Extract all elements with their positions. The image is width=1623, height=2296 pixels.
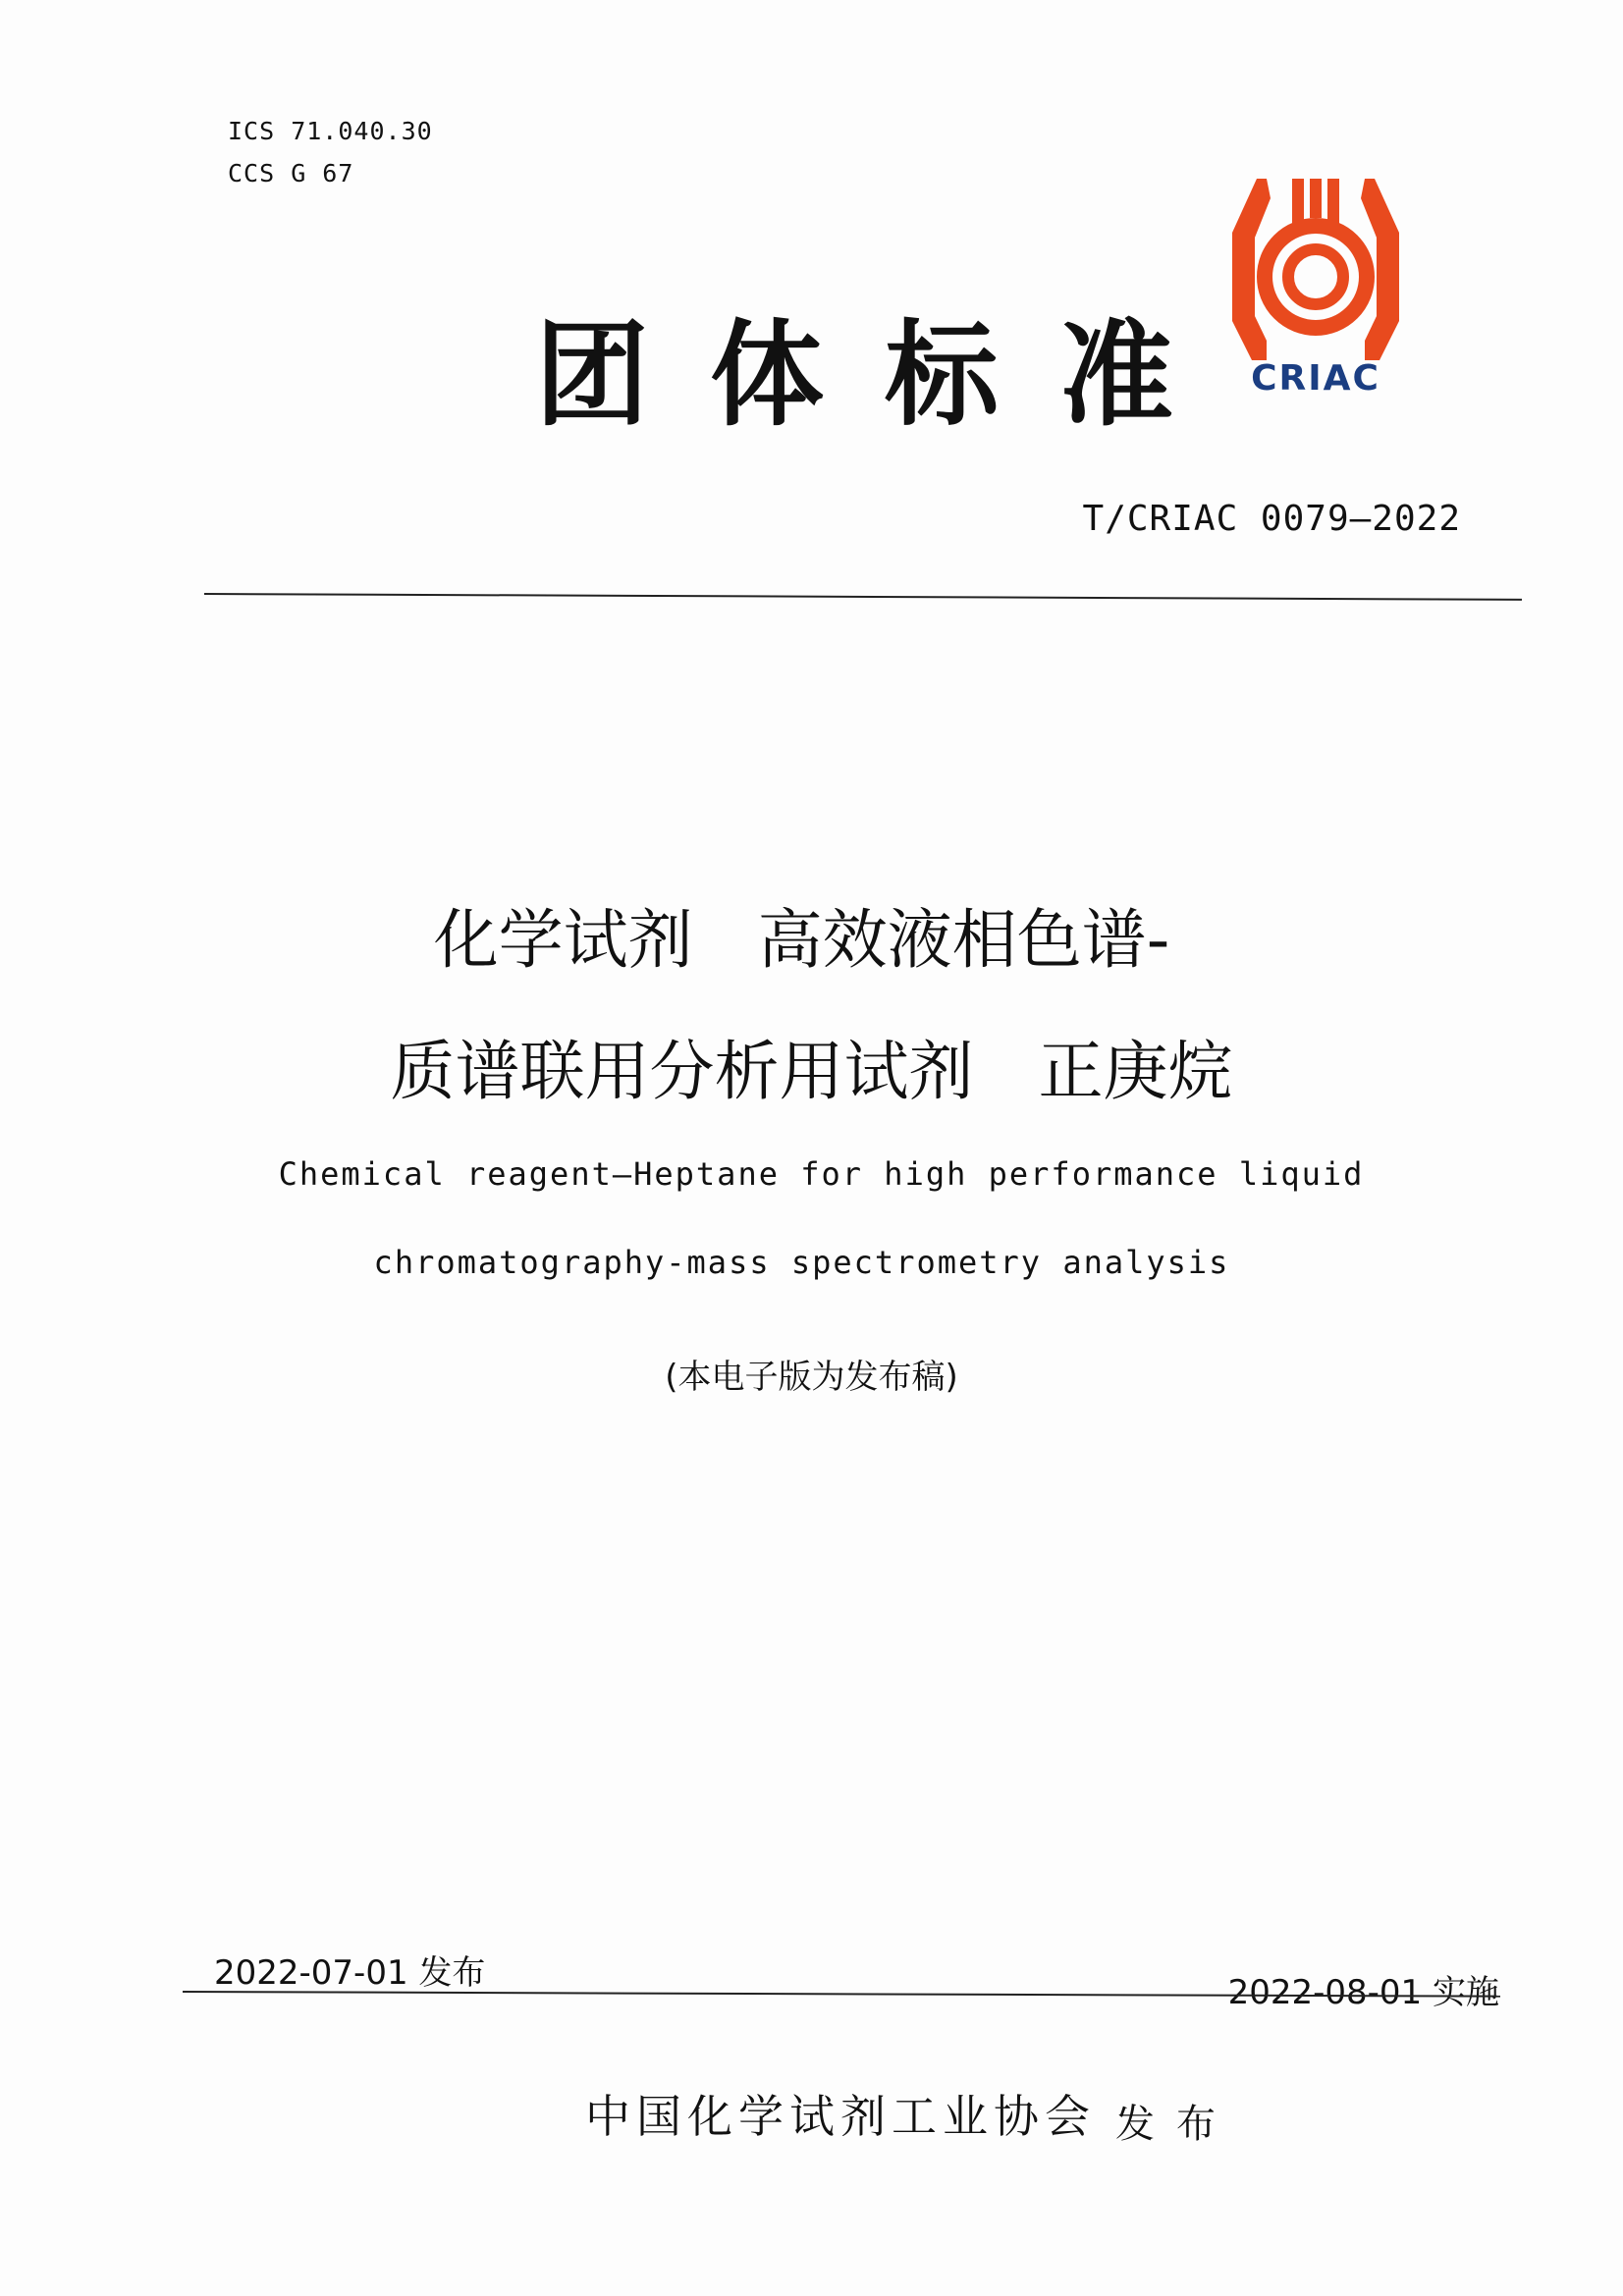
- publisher-name: 中国化学试剂工业协会: [585, 2090, 1096, 2143]
- logo-text: CRIAC: [1251, 358, 1380, 399]
- title-en-line2: chromatography-mass spectrometry analysis: [373, 1244, 1230, 1281]
- title-en-line1: Chemical reagent—Heptane for high performance liquid: [278, 1155, 1365, 1193]
- publisher-action: 发布: [1115, 2102, 1237, 2147]
- logo-neck-center: [1310, 179, 1322, 218]
- logo-bulb-ring: [1265, 226, 1367, 328]
- edition-note: (本电子版为发布稿): [665, 1358, 958, 1397]
- header-divider: [204, 593, 1522, 601]
- title-zh-line1: 化学试剂 高效液相色谱-: [433, 902, 1170, 978]
- title-zh-line2: 质谱联用分析用试剂 正庚烷: [390, 1034, 1233, 1109]
- ccs-code: CCS G 67: [228, 159, 354, 187]
- issue-date: 2022-07-01 发布: [214, 1953, 486, 1993]
- standard-number: T/CRIAC 0079—2022: [1082, 499, 1461, 539]
- classification-codes: [228, 110, 433, 194]
- implementation-date: 2022-08-01 实施: [1227, 1973, 1499, 2012]
- logo-neck-right: [1327, 179, 1339, 226]
- ics-code: ICS 71.040.30: [228, 117, 433, 145]
- standard-type-heading: 团体标准: [535, 309, 1234, 442]
- logo-neck-left: [1292, 179, 1304, 226]
- logo-bulb-inner: [1288, 249, 1343, 304]
